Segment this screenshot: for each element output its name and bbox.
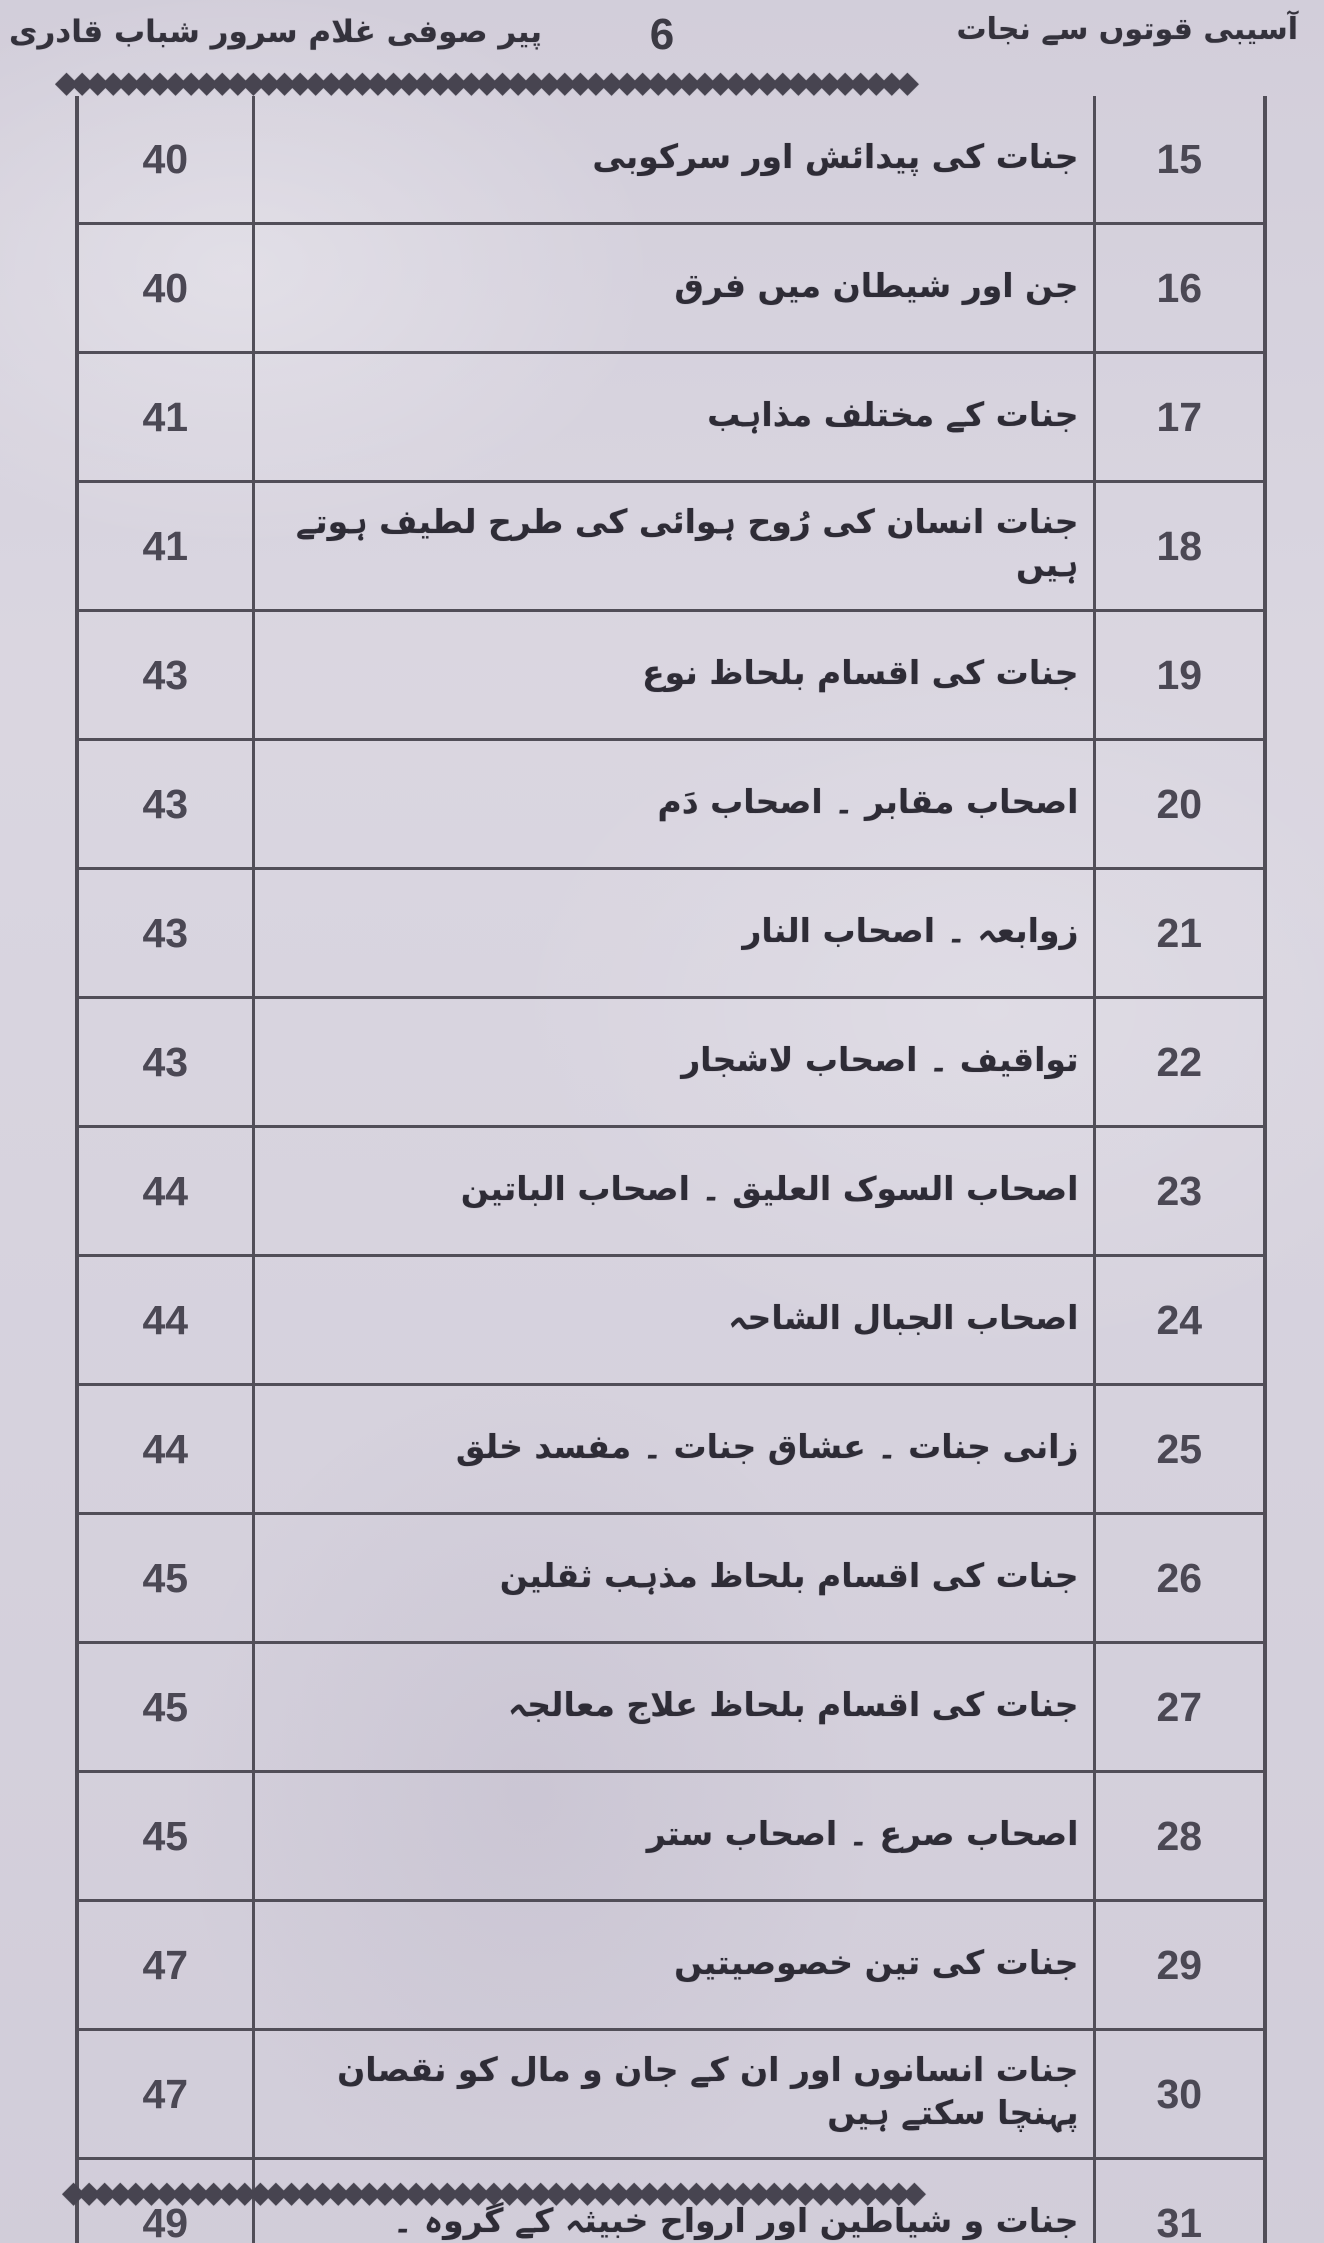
header-book-title: آسیبی قوتوں سے نجات [956, 12, 1298, 47]
toc-page-number: 43 [77, 740, 253, 869]
toc-entry-number: 15 [1094, 96, 1265, 224]
toc-page-number: 41 [77, 482, 253, 611]
toc-page-number: 44 [77, 1385, 253, 1514]
toc-entry-title: اصحاب مقابر ۔ اصحاب دَم [253, 740, 1094, 869]
page-number: 6 [649, 10, 675, 59]
toc-entry-number: 18 [1094, 482, 1265, 611]
toc-entry-number: 26 [1094, 1514, 1265, 1643]
toc-entry-number: 22 [1094, 998, 1265, 1127]
toc-page-number: 44 [77, 1256, 253, 1385]
table-row [77, 1643, 1265, 1772]
toc-page-number: 43 [77, 611, 253, 740]
table-row [77, 611, 1265, 740]
table-row [77, 353, 1265, 482]
table-row [77, 224, 1265, 353]
top-ornament-border: ◆◆◆◆◆◆◆◆◆◆◆◆◆◆◆◆◆◆◆◆◆◆◆◆◆◆◆◆◆◆◆◆◆◆◆◆◆◆◆◆◆◆◆◆◆◆◆◆◆◆◆◆◆◆◆ [55, 68, 912, 100]
toc-entry-title: جنات کی اقسام بلحاظ نوع [253, 611, 1094, 740]
table-row [77, 1772, 1265, 1901]
header-author-name: پیر صوفی غلام سرور شباب قادری [9, 14, 542, 50]
toc-entry-title: جنات و شیاطین اور ارواح خبیثہ کے گروہ ۔ [253, 2159, 1094, 2243]
table-row [77, 1901, 1265, 2030]
toc-entry-title: جنات کی اقسام بلحاظ مذہب ثقلین [253, 1514, 1094, 1643]
toc-entry-title: زانی جنات ۔ عشاق جنات ۔ مفسد خلق [253, 1385, 1094, 1514]
bottom-ornament-border: ◆◆◆◆◆◆◆◆◆◆◆◆◆◆◆◆◆◆◆◆◆◆◆◆◆◆◆◆◆◆◆◆◆◆◆◆◆◆◆◆◆◆◆◆◆◆◆◆◆◆◆◆◆◆◆ [62, 2178, 919, 2210]
toc-entry-number: 20 [1094, 740, 1265, 869]
toc-entry-number: 30 [1094, 2030, 1265, 2159]
toc-page-number: 47 [77, 2030, 253, 2159]
toc-page-number: 40 [77, 224, 253, 353]
toc-entry-title: جنات انسان کی رُوح ہوائی کی طرح لطیف ہوتے ہیں [253, 482, 1094, 611]
toc-page-number: 45 [77, 1772, 253, 1901]
toc-page-number: 47 [77, 1901, 253, 2030]
table-row [77, 998, 1265, 1127]
toc-entry-number: 17 [1094, 353, 1265, 482]
table-row [77, 2030, 1265, 2159]
table-row [77, 1385, 1265, 1514]
toc-page-number: 45 [77, 1514, 253, 1643]
toc-entry-number: 23 [1094, 1127, 1265, 1256]
toc-page-number: 45 [77, 1643, 253, 1772]
table-row [77, 740, 1265, 869]
toc-entry-title: جنات کی تین خصوصیتیں [253, 1901, 1094, 2030]
toc-entry-number: 21 [1094, 869, 1265, 998]
table-row [77, 1127, 1265, 1256]
table-row [77, 869, 1265, 998]
toc-entry-title: اصحاب السوک العلیق ۔ اصحاب الباتین [253, 1127, 1094, 1256]
toc-page-number: 49 [77, 2159, 253, 2243]
toc-entry-title: جنات انسانوں اور ان کے جان و مال کو نقصان پہنچا سکتے ہیں [253, 2030, 1094, 2159]
toc-page-number: 44 [77, 1127, 253, 1256]
toc-entry-title: اصحاب الجبال الشاحہ [253, 1256, 1094, 1385]
table-row [77, 1514, 1265, 1643]
toc-entry-title: اصحاب صرع ۔ اصحاب ستر [253, 1772, 1094, 1901]
toc-entry-number: 16 [1094, 224, 1265, 353]
toc-entry-number: 27 [1094, 1643, 1265, 1772]
toc-entry-title: تواقیف ۔ اصحاب لاشجار [253, 998, 1094, 1127]
table-row [77, 96, 1265, 224]
toc-entry-number: 19 [1094, 611, 1265, 740]
toc-entry-title: جنات کی اقسام بلحاظ علاج معالجہ [253, 1643, 1094, 1772]
toc-entry-title: زوابعہ ۔ اصحاب النار [253, 869, 1094, 998]
toc-entry-number: 28 [1094, 1772, 1265, 1901]
table-row [77, 482, 1265, 611]
toc-entry-number: 29 [1094, 1901, 1265, 2030]
toc-page-number: 40 [77, 96, 253, 224]
toc-entry-title: جنات کے مختلف مذاہب [253, 353, 1094, 482]
toc-entry-title: جن اور شیطان میں فرق [253, 224, 1094, 353]
toc-page-number: 43 [77, 869, 253, 998]
toc-entry-title: جنات کی پیدائش اور سرکوبی [253, 96, 1094, 224]
table-row [77, 1256, 1265, 1385]
toc-entry-number: 31 [1094, 2159, 1265, 2243]
toc-page-number: 43 [77, 998, 253, 1127]
toc-entry-number: 24 [1094, 1256, 1265, 1385]
toc-entry-number: 25 [1094, 1385, 1265, 1514]
toc-page-number: 41 [77, 353, 253, 482]
toc-table [75, 96, 1267, 2243]
